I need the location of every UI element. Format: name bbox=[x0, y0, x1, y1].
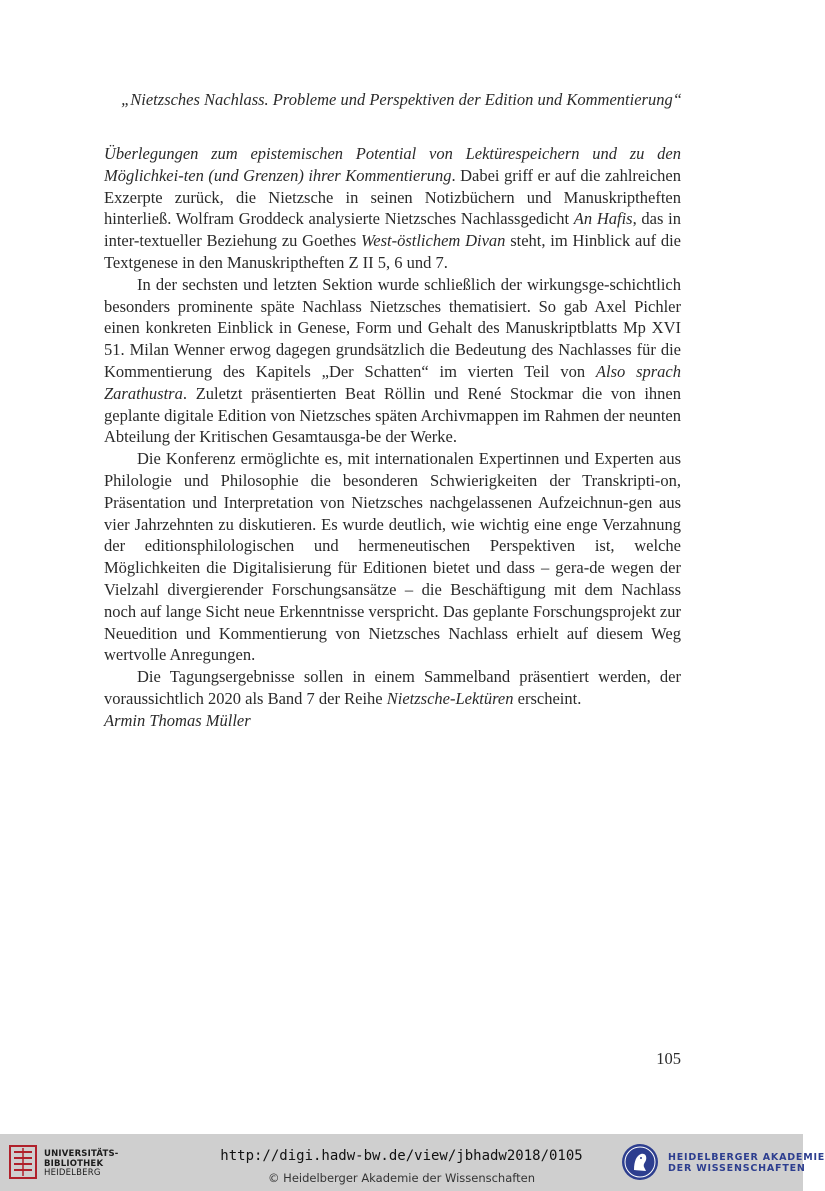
academy-name bbox=[668, 1152, 825, 1174]
running-title: „Nietzsches Nachlass. Probleme und Perspektiven der Edition und Kommentierung“ bbox=[121, 90, 682, 109]
library-city: HEIDELBERG bbox=[44, 1168, 101, 1178]
copyright-notice: © Heidelberger Akademie der Wissenschaften bbox=[268, 1171, 535, 1185]
paragraph-text: steht, im Hinblick auf die Textgenese in den Manuskriptheften Z II 5, 6 und 7. bbox=[104, 231, 682, 272]
italic-title: Überlegungen zum epistemischen Potential von Lektürespeichern und zu den Möglichkei-ten (und Grenzen) ihrer Kommentierung bbox=[104, 144, 681, 185]
paragraph-text: In der sechsten und letzten Sektion wurde schließlich der wirkungsge-schichtlich besonders prominente späte Nachlass Nietzsches thematisiert. So gab Axel Pichler einen konkreten Einblick in Genese, Form und Gehalt des Manuskriptblatts Mp XVI 51. Milan Wenner erwog dagegen grundsätzlich die Bedeutung des Nachlasses für die Kommentierung des Kapitels „Der Schatten“ im vierten Teil von bbox=[104, 274, 681, 381]
library-name-line: UNIVERSITÄTS- bbox=[44, 1149, 119, 1159]
footer-bar bbox=[0, 1134, 825, 1191]
permalink-url[interactable]: http://digi.hadw-bw.de/view/jbhadw2018/0105 bbox=[220, 1148, 583, 1164]
paragraph-4 bbox=[104, 666, 681, 710]
author-signature: Armin Thomas Müller bbox=[104, 710, 251, 730]
paragraph-text: Die Tagungsergebnisse sollen in einem Sammelband präsentiert werden, der voraussichtlich 2020 als Band 7 der Reihe bbox=[104, 667, 681, 708]
paragraph-text: . Zuletzt präsentierten Beat Röllin und René Stockmar die von ihnen geplante digitale Edition von Nietzsches späten Archivmappen im Rahmen der neunten Abteilung der Kritischen Gesamtausga-be der Werke. bbox=[104, 383, 681, 447]
paragraph-2 bbox=[104, 274, 681, 448]
italic-title: Nietzsche-Lektüren bbox=[386, 688, 514, 708]
academy-name-line: HEIDELBERGER AKADEMIE bbox=[668, 1152, 825, 1163]
paragraph-text: erscheint. bbox=[513, 688, 582, 708]
academy-logo[interactable] bbox=[620, 1140, 825, 1184]
page-number: 105 bbox=[656, 1049, 681, 1068]
paragraph-text: . Dabei griff er auf die zahlreichen Exzerpte zurück, die Nietzsche in seinen Notizbüchern und Manuskriptheften hinterließ. Wolfram Groddeck analysierte Nietzsches Nachlassgedicht bbox=[104, 165, 681, 229]
library-name-line: BIBLIOTHEK bbox=[44, 1158, 104, 1169]
academy-seal-icon bbox=[620, 1142, 660, 1182]
italic-title: West-östlichem Divan bbox=[361, 231, 506, 251]
article-text bbox=[104, 143, 681, 732]
paragraph-1 bbox=[104, 143, 681, 274]
paragraph-3: Die Konferenz ermöglichte es, mit internationalen Expertinnen und Experten aus Philologie und Philosophie die besonderen Schwierigkeiten der Transkripti-on, Präsentation und Interpretation von Nietzsches nachgelassenen Aufzeichnun-gen aus vier Jahrzehnten zu diskutieren. Es wurde deutlich, wie wichtig eine enge Verzahnung der editionsphilologischen und hermeneutischen Perspektiven ist, welche Möglichkeiten die Digitalisierung für Editionen bietet und dass – gera-de wegen der Vielzahl divergierender Forschungsansätze – die Beschäftigung mit dem Nachlass noch auf lange Sicht neue Erkenntnisse verspricht. Das geplante Forschungsprojekt zur Neuedition und Kommentierung von Nietzsches Nachlass erhielt auf diesem Weg wertvolle Anregungen. bbox=[104, 449, 681, 665]
italic-title: An Hafis bbox=[573, 209, 633, 229]
paragraph-text: , das in inter-textueller Beziehung zu Goethes bbox=[104, 209, 681, 251]
academy-name-line: DER WISSENSCHAFTEN bbox=[668, 1163, 806, 1174]
italic-title: Also sprach Zarathustra bbox=[104, 361, 682, 403]
